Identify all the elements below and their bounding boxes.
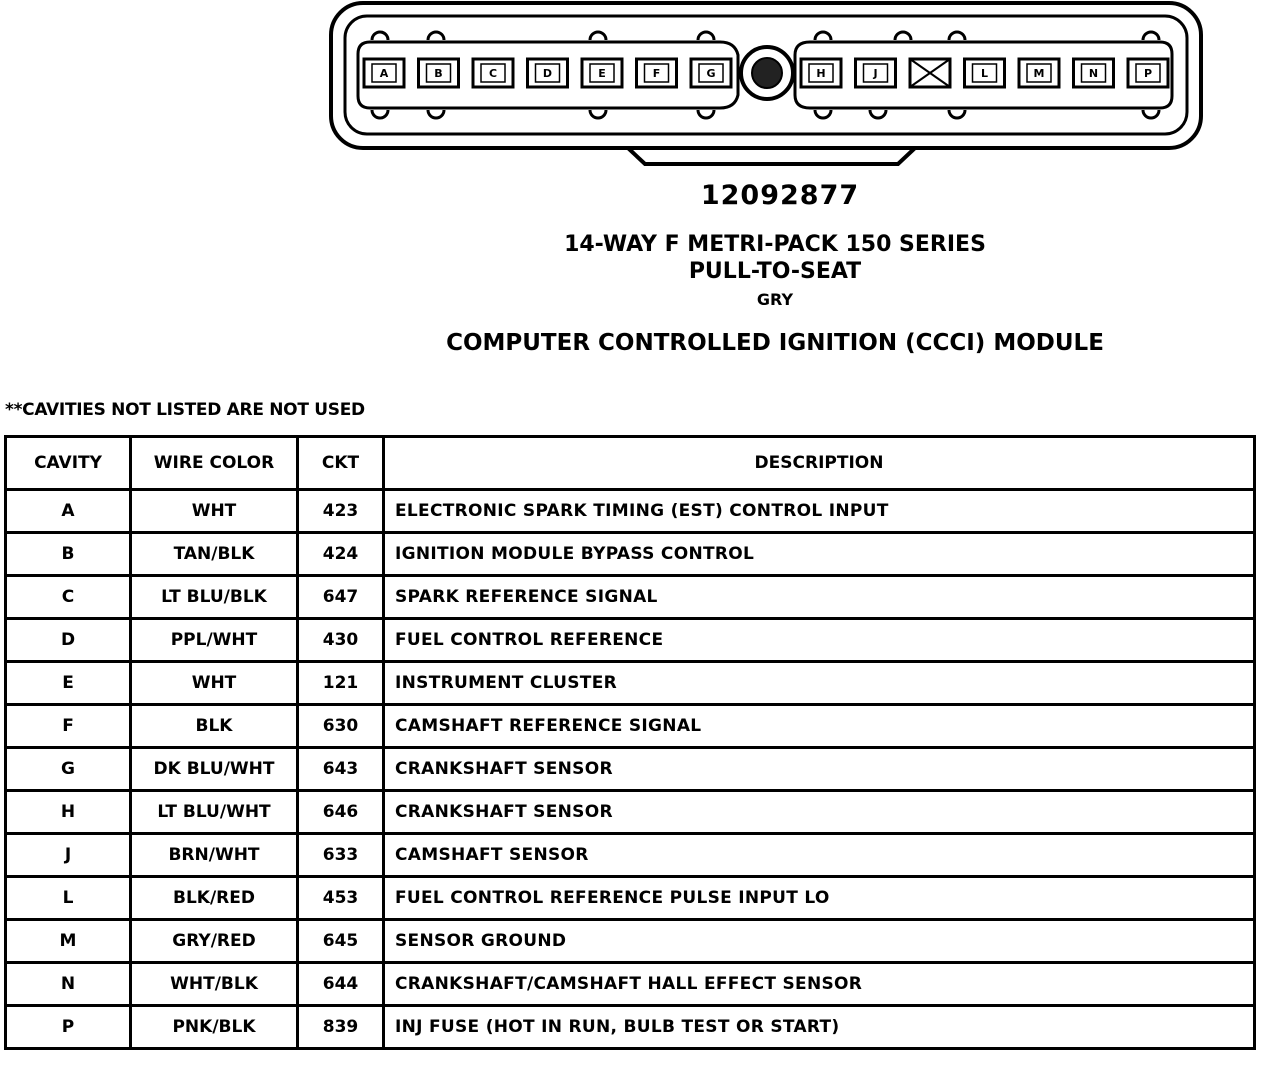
series-line-2: PULL-TO-SEAT [688, 259, 862, 284]
table-row [6, 533, 1255, 576]
table-row [6, 1006, 1255, 1049]
unused-cavities-note: **CAVITIES NOT LISTED ARE NOT USED [5, 400, 365, 420]
cell-cavity: M [6, 920, 131, 963]
cell-wire-color: WHT/BLK [131, 963, 298, 1006]
table-row [6, 920, 1255, 963]
cell-wire-color: GRY/RED [131, 920, 298, 963]
pinout-table [4, 435, 1256, 1050]
cell-ckt: 633 [298, 834, 384, 877]
cell-cavity: N [6, 963, 131, 1006]
header-cavity: CAVITY [6, 437, 131, 490]
cavity-label: E [598, 67, 606, 80]
cell-ckt: 645 [298, 920, 384, 963]
cell-wire-color: LT BLU/WHT [131, 791, 298, 834]
cavity-label: F [652, 67, 661, 80]
table-row [6, 834, 1255, 877]
cell-cavity: C [6, 576, 131, 619]
cell-ckt: 630 [298, 705, 384, 748]
cell-wire-color: PNK/BLK [131, 1006, 298, 1049]
cell-cavity: A [6, 490, 131, 533]
cell-wire-color: WHT [131, 490, 298, 533]
connector-color: GRY [756, 290, 794, 309]
cavity-label: M [1033, 67, 1045, 80]
connector-diagram [0, 0, 1280, 175]
cell-wire-color: BLK/RED [131, 877, 298, 920]
table-row [6, 963, 1255, 1006]
cell-description: CRANKSHAFT/CAMSHAFT HALL EFFECT SENSOR [384, 963, 1255, 1006]
cell-description: FUEL CONTROL REFERENCE [384, 619, 1255, 662]
cell-ckt: 646 [298, 791, 384, 834]
cavity-label: B [434, 67, 443, 80]
table-row [6, 791, 1255, 834]
cavity-label: A [379, 67, 389, 80]
cell-ckt: 453 [298, 877, 384, 920]
cell-ckt: 423 [298, 490, 384, 533]
cell-cavity: L [6, 877, 131, 920]
cell-description: IGNITION MODULE BYPASS CONTROL [384, 533, 1255, 576]
table-row [6, 748, 1255, 791]
cell-description: CAMSHAFT SENSOR [384, 834, 1255, 877]
cell-description: ELECTRONIC SPARK TIMING (EST) CONTROL INPUT [384, 490, 1255, 533]
cell-description: SPARK REFERENCE SIGNAL [384, 576, 1255, 619]
cell-wire-color: TAN/BLK [131, 533, 298, 576]
connector-series [450, 231, 1100, 285]
header-ckt: CKT [298, 437, 384, 490]
cell-description: INJ FUSE (HOT IN RUN, BULB TEST OR START) [384, 1006, 1255, 1049]
cell-wire-color: BRN/WHT [131, 834, 298, 877]
cell-cavity: B [6, 533, 131, 576]
cell-cavity: E [6, 662, 131, 705]
cavity-label: C [488, 67, 498, 80]
table-row [6, 877, 1255, 920]
cell-ckt: 424 [298, 533, 384, 576]
cell-ckt: 430 [298, 619, 384, 662]
cavity-label: J [873, 67, 878, 80]
cell-ckt: 839 [298, 1006, 384, 1049]
cell-wire-color: BLK [131, 705, 298, 748]
module-title: COMPUTER CONTROLLED IGNITION (CCCI) MODULE [446, 330, 1104, 356]
cell-ckt: 121 [298, 662, 384, 705]
cavity-label: D [542, 67, 553, 80]
header-description: DESCRIPTION [384, 437, 1255, 490]
cell-cavity: P [6, 1006, 131, 1049]
cell-wire-color: WHT [131, 662, 298, 705]
cell-description: SENSOR GROUND [384, 920, 1255, 963]
cavity-label: P [1143, 67, 1153, 80]
cell-ckt: 643 [298, 748, 384, 791]
cell-wire-color: DK BLU/WHT [131, 748, 298, 791]
cell-description: CRANKSHAFT SENSOR [384, 748, 1255, 791]
table-row [6, 662, 1255, 705]
table-row [6, 576, 1255, 619]
cell-ckt: 647 [298, 576, 384, 619]
table-header-row [6, 437, 1255, 490]
table-row [6, 619, 1255, 662]
cell-wire-color: LT BLU/BLK [131, 576, 298, 619]
part-number: 12092877 [700, 180, 860, 211]
cavity-label: N [1088, 67, 1099, 80]
series-line-1: 14-WAY F METRI-PACK 150 SERIES [564, 232, 986, 257]
cell-cavity: F [6, 705, 131, 748]
table-row [6, 490, 1255, 533]
table-row [6, 705, 1255, 748]
cell-description: FUEL CONTROL REFERENCE PULSE INPUT LO [384, 877, 1255, 920]
cell-cavity: J [6, 834, 131, 877]
cavity-label: H [816, 67, 826, 80]
cell-description: CRANKSHAFT SENSOR [384, 791, 1255, 834]
cell-cavity: G [6, 748, 131, 791]
header-wire-color: WIRE COLOR [131, 437, 298, 490]
cell-cavity: H [6, 791, 131, 834]
cell-ckt: 644 [298, 963, 384, 1006]
cavity-label: L [980, 67, 989, 80]
cell-description: CAMSHAFT REFERENCE SIGNAL [384, 705, 1255, 748]
cell-wire-color: PPL/WHT [131, 619, 298, 662]
cell-description: INSTRUMENT CLUSTER [384, 662, 1255, 705]
cell-cavity: D [6, 619, 131, 662]
cavity-label: G [706, 67, 716, 80]
